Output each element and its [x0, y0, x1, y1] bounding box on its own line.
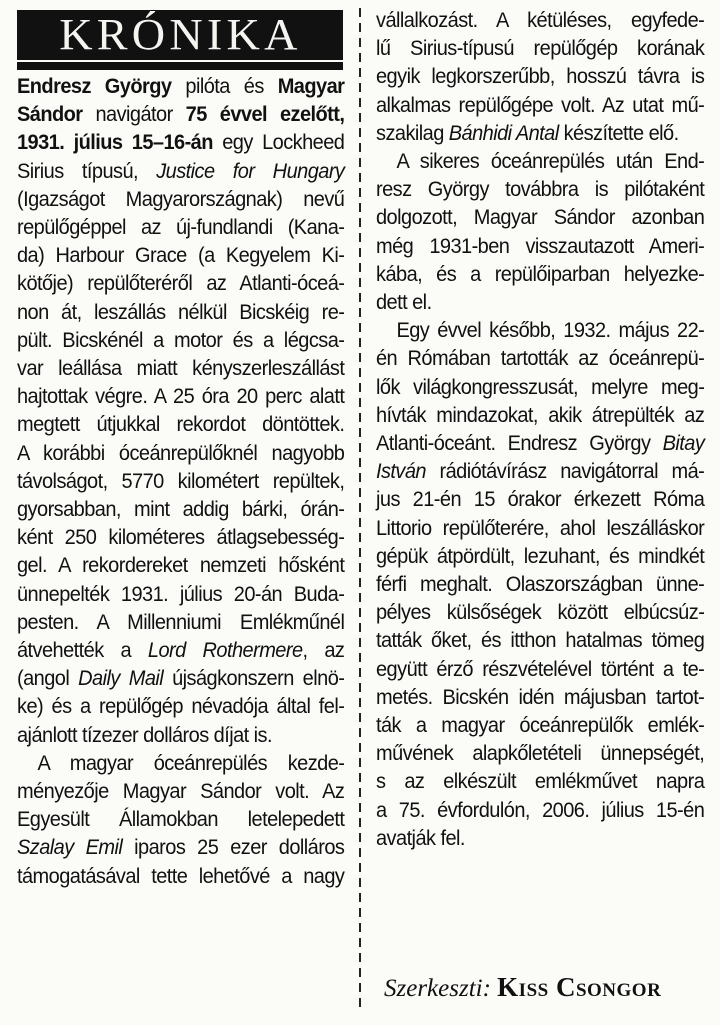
text-line	[376, 598, 704, 626]
text-line	[17, 185, 344, 213]
italic-text: Daily Mail	[78, 666, 164, 691]
text-line	[376, 260, 704, 288]
masthead-rule	[17, 62, 343, 70]
text-run: , az	[302, 638, 345, 663]
editor-signature	[384, 972, 661, 1003]
text-line	[17, 721, 344, 749]
text-run: támogatásával tette lehetővé a nagy	[17, 863, 345, 888]
text-run: dett el.	[376, 290, 432, 315]
text-run: Egyesült Államokban letelepedett	[17, 807, 345, 832]
text-line	[376, 457, 704, 485]
text-run: Sirius típusú,	[17, 158, 157, 183]
text-run: A korábbi óceánrepülőknél nagyobb	[17, 440, 345, 465]
text-line	[376, 288, 704, 316]
text-line	[17, 354, 344, 382]
text-run: művének alapkőletételi ünnepségét,	[376, 741, 705, 766]
text-line	[376, 824, 704, 852]
text-run: pült. Bicskénél a motor és a légcsa-	[17, 327, 345, 352]
italic-text: Lord Rothermere	[147, 638, 303, 663]
text-line	[17, 213, 344, 241]
bold-text: 75 évvel ezelőtt,	[185, 102, 345, 127]
text-run: ajánlott tízezer dolláros díjat is.	[17, 722, 272, 747]
text-line	[376, 6, 704, 34]
text-run: metés. Bicskén idén májusban tartot-	[376, 684, 705, 709]
text-line	[376, 62, 704, 90]
text-line	[17, 692, 344, 720]
bold-text: Endresz György	[17, 74, 172, 98]
text-line	[376, 147, 704, 175]
text-line	[17, 636, 344, 664]
text-line	[17, 805, 344, 833]
text-line	[17, 72, 344, 100]
text-line	[376, 626, 704, 654]
text-line	[376, 542, 704, 570]
text-line	[17, 551, 344, 579]
text-line	[376, 373, 704, 401]
text-run: s az elkészült emlékművet napra	[376, 769, 705, 794]
text-line	[376, 401, 704, 429]
text-run: Egy évvel később, 1932. május 22-	[396, 318, 705, 343]
text-line	[17, 157, 344, 185]
italic-text: Justice for Hungary	[156, 158, 345, 183]
text-run: én Rómában tartották az óceánrepü-	[376, 346, 705, 371]
text-line	[17, 439, 344, 467]
text-line	[17, 580, 344, 608]
text-run: távolságot, 5770 kilométert repültek,	[17, 468, 345, 493]
text-run: rádiótávírász navigátorral má-	[426, 459, 705, 484]
bold-text: Magyar	[277, 74, 345, 98]
text-run: vállalkozást. A kétüléses, egyfede-	[376, 8, 705, 32]
text-line	[17, 664, 344, 692]
text-line	[376, 429, 704, 457]
text-run: megtett útjukkal rekordot döntöttek.	[17, 412, 345, 437]
text-run: pesten. A Millenniumi Emlékműnél	[17, 609, 345, 634]
text-run: hívták mindazokat, akik átrepülték az	[376, 402, 705, 427]
text-run: jus 21-én 15 órakor érkezett Róma	[376, 487, 705, 512]
text-run: egy Lockheed	[212, 130, 345, 155]
text-run: ként 250 kilométeres átlagsebesség-	[17, 525, 345, 550]
text-run: avatják fel.	[376, 825, 465, 850]
text-line	[376, 514, 704, 542]
article-column-right	[376, 6, 704, 852]
text-run: A magyar óceánrepülés kezde-	[37, 750, 345, 775]
text-run: Littorio repülőterére, ahol leszálláskor	[376, 515, 705, 540]
text-line	[17, 241, 344, 269]
text-run: gel. A rekordereket nemzeti hősként	[17, 553, 345, 578]
text-run: gépük átpördült, lezuhant, és mindkét	[376, 543, 705, 568]
text-line	[376, 316, 704, 344]
text-run: kába, és a repülőiparban helyezke-	[376, 261, 705, 286]
text-run: (Igazságot Magyarországnak) nevű	[17, 186, 345, 211]
column-divider	[359, 8, 361, 1010]
text-run: a 75. évfordulón, 2006. július 15-én	[376, 797, 705, 822]
text-line	[376, 344, 704, 372]
bold-text: 1931. július 15–16-án	[17, 130, 213, 155]
masthead-title: KRÓNIKA	[58, 10, 302, 59]
text-line	[17, 410, 344, 438]
text-run: repülőgéppel az új-fundlandi (Kana-	[17, 215, 345, 240]
text-run: ták a magyar óceánrepülők emlék-	[376, 713, 705, 738]
text-line	[376, 711, 704, 739]
text-line	[17, 298, 344, 326]
signature-role: Szerkeszti:	[384, 975, 491, 1002]
text-line	[17, 100, 344, 128]
text-run: tatták őket, és itthon hatalmas tömeg	[376, 628, 705, 653]
text-run: alkalmas repülőgépe volt. Az utat mű-	[376, 92, 705, 117]
text-run: szakilag	[376, 120, 449, 145]
text-line	[17, 523, 344, 551]
text-run: még 1931-ben visszautazott Ameri-	[376, 233, 705, 258]
text-run: egyik legkorszerűbb, hosszú távra is	[376, 64, 705, 89]
text-run: Atlanti-óceánt. Endresz György	[376, 431, 663, 456]
text-run: ke) és a repülőgép névadója által fel-	[17, 694, 345, 719]
text-line	[376, 796, 704, 824]
text-run: lők világkongresszusát, melyre meg-	[376, 374, 705, 399]
text-line	[17, 467, 344, 495]
signature-name: Kiss Csongor	[497, 972, 662, 1002]
italic-text: István	[376, 459, 427, 484]
text-run: átvehették a	[17, 638, 148, 663]
text-run: var leállása miatt kényszerleszállást	[17, 356, 345, 381]
text-line	[376, 739, 704, 767]
text-run: lű Sirius-típusú repülőgép korának	[376, 36, 705, 61]
text-line	[17, 382, 344, 410]
text-run: ünnepelték 1931. július 20-án Buda-	[17, 581, 345, 606]
text-run: együtt érző részvételével történt a te-	[376, 656, 705, 681]
text-run: pélyes külsőségek között elbúcsúz-	[376, 600, 705, 625]
text-run: férfi meghalt. Olaszországban ünne-	[376, 572, 705, 597]
text-line	[376, 175, 704, 203]
text-line	[17, 326, 344, 354]
text-run: kötője) repülőteréről az Atlanti-óceá-	[17, 271, 345, 296]
text-line	[17, 495, 344, 523]
italic-text: Bitay	[662, 431, 705, 456]
text-line	[17, 128, 344, 156]
text-line	[376, 203, 704, 231]
masthead-banner	[17, 10, 343, 60]
text-line	[17, 749, 344, 777]
italic-text: Szalay Emil	[17, 835, 123, 860]
text-line	[376, 570, 704, 598]
text-run: készítette elő.	[558, 120, 679, 145]
article-column-left	[17, 72, 344, 890]
text-run: non át, leszállás nélkül Bicskéig re-	[17, 299, 345, 324]
text-run: resz György továbbra is pilótaként	[376, 177, 705, 202]
text-line	[17, 608, 344, 636]
text-line	[17, 862, 344, 890]
text-line	[376, 655, 704, 683]
text-line	[376, 119, 704, 147]
text-line	[17, 777, 344, 805]
text-line	[17, 269, 344, 297]
bold-text: Sándor	[17, 102, 83, 127]
text-run: hajtottak végre. A 25 óra 20 perc alatt	[17, 384, 345, 409]
text-run: újságkonszern elnö-	[163, 666, 345, 691]
text-line	[376, 485, 704, 513]
text-line	[376, 767, 704, 795]
text-line	[376, 91, 704, 119]
text-line	[17, 833, 344, 861]
text-run: da) Harbour Grace (a Kegyelem Ki-	[17, 243, 345, 268]
text-line	[376, 683, 704, 711]
text-line	[376, 34, 704, 62]
text-line	[376, 232, 704, 260]
text-run: A sikeres óceánrepülés után End-	[396, 149, 705, 174]
italic-text: Bánhidi Antal	[448, 120, 559, 145]
text-run: iparos 25 ezer dolláros	[122, 835, 345, 860]
text-run: gyorsabban, mint addig bárki, órán-	[17, 497, 345, 522]
text-run: pilóta és	[171, 74, 278, 98]
text-run: (angol	[17, 666, 79, 691]
text-run: navigátor	[82, 102, 186, 127]
text-run: dolgozott, Magyar Sándor azonban	[376, 205, 705, 230]
text-run: ményezője Magyar Sándor volt. Az	[17, 779, 345, 804]
